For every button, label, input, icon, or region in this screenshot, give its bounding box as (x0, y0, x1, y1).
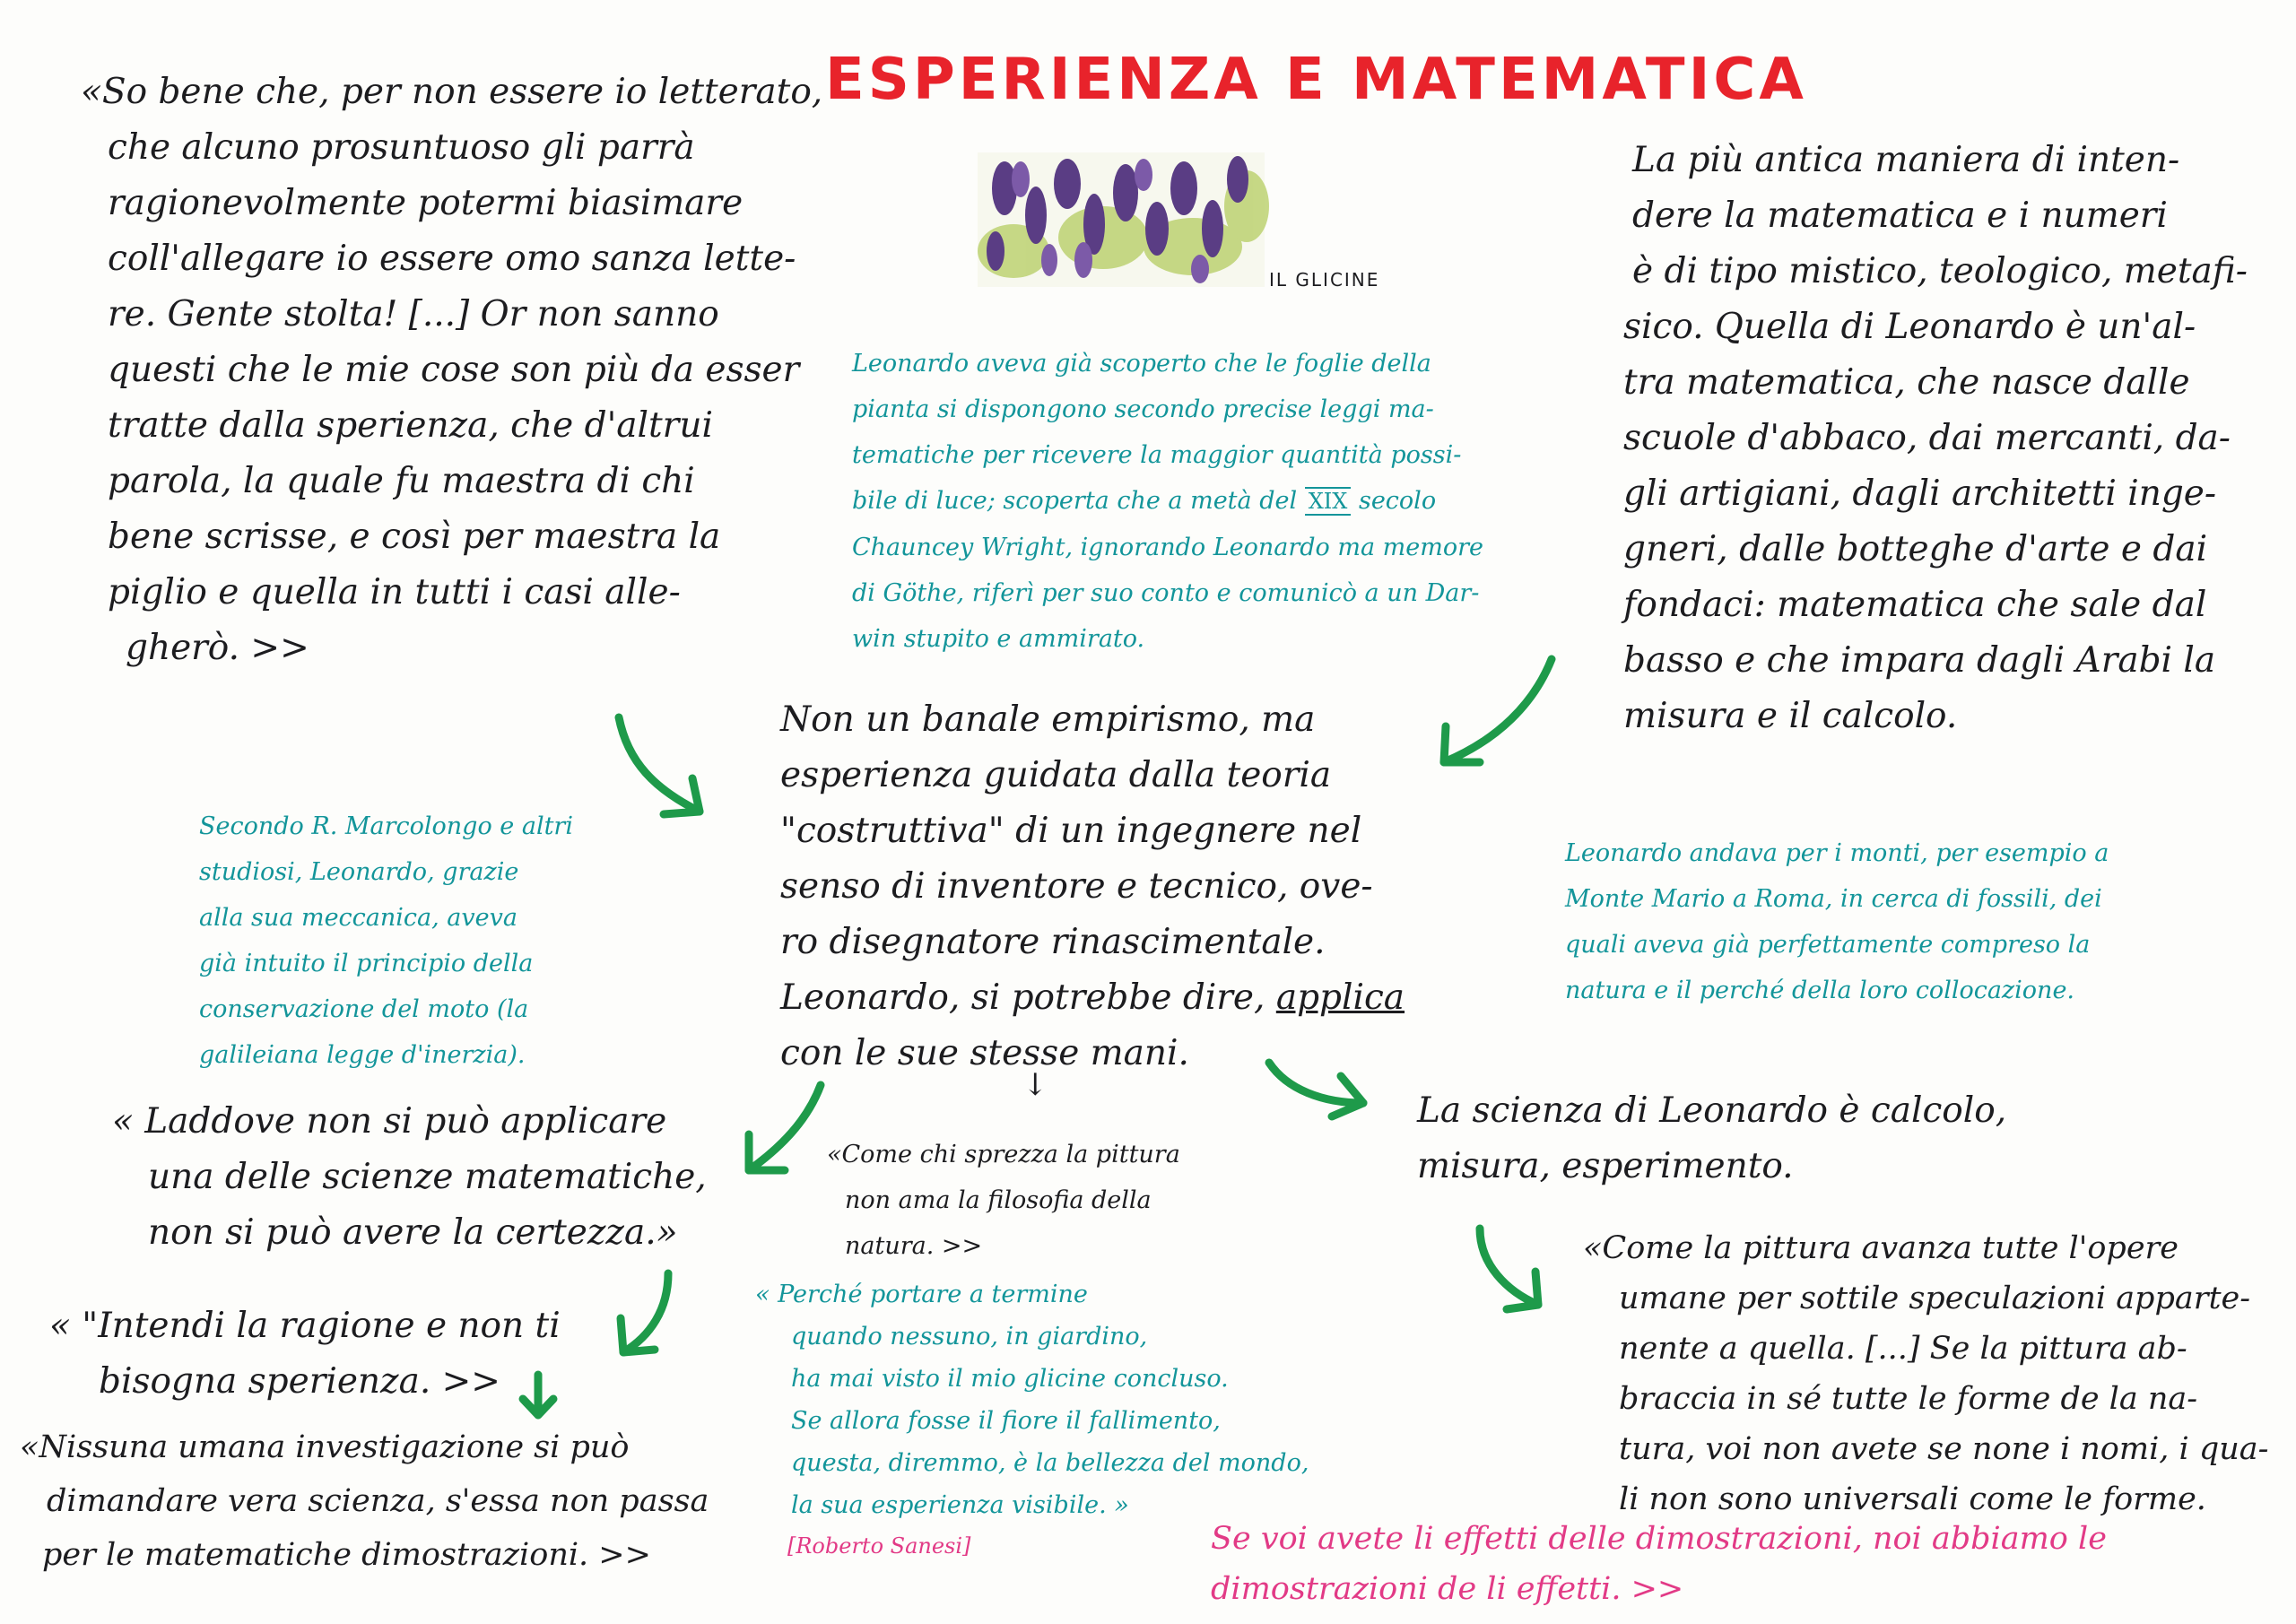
text-line: dere la matematica e i numeri (1632, 195, 2168, 236)
left-quote-investigation (20, 1420, 709, 1582)
arrow-icon (610, 708, 718, 825)
quote-line: «Come chi sprezza la pittura (827, 1141, 1180, 1168)
quote-line: li non sono universali come le forme. (1619, 1481, 2206, 1517)
note-line: conservazione del moto (la (199, 995, 529, 1023)
quote-line: «So bene che, per non essere io letterato, (81, 72, 823, 112)
note-line: studiosi, Leonardo, grazie (199, 858, 519, 886)
main-line: Non un banale empirismo, ma (780, 699, 1316, 740)
arrow-icon (1471, 1220, 1552, 1318)
arrow-icon (1260, 1054, 1377, 1125)
quote-line: ragionevolmente potermi biasimare (108, 183, 744, 223)
quote-line: umane per sottile speculazioni apparte- (1619, 1281, 2251, 1316)
page-title: ESPERIENZA E MATEMATICA (825, 47, 1807, 113)
text-line: misura, esperimento. (1417, 1146, 1794, 1186)
poem-author: [Roberto Sanesi] (787, 1533, 971, 1559)
century-word: secolo (1358, 487, 1437, 515)
poem-line: « Perché portare a termine (755, 1281, 1088, 1308)
text-line: La scienza di Leonardo è calcolo, (1417, 1090, 2007, 1131)
note-line: galileiana legge d'inerzia). (199, 1041, 526, 1069)
down-arrow-mark: ↓ (1022, 1067, 1048, 1103)
note-line: tematiche per ricevere la maggior quantità possi- (852, 441, 1462, 469)
quote-line: non si può avere la certezza.» (148, 1212, 678, 1253)
quote-line: «Nissuna umana investigazione si può (20, 1429, 630, 1465)
quote-line: dimostrazioni de li effetti. >> (1211, 1571, 1684, 1607)
quote-line: che alcuno prosuntuoso gli parrà (108, 127, 695, 168)
quote-line: bene scrisse, e così per maestra la (108, 517, 721, 557)
quote-line: « Laddove non si può applicare (112, 1101, 667, 1142)
quote-line: una delle scienze matematiche, (148, 1157, 707, 1197)
main-line: con le sue stesse mani. (780, 1033, 1189, 1073)
main-line-text: Leonardo, si potrebbe dire, (780, 977, 1265, 1018)
quote-line: per le matematiche dimostrazioni. >> (42, 1537, 651, 1573)
poem-line: quando nessuno, in giardino, (791, 1323, 1148, 1350)
note-line: pianta si dispongono secondo precise leggi ma- (852, 395, 1434, 423)
text-line: scuole d'abbaco, dai mercanti, da- (1623, 418, 2231, 458)
quote-line: «Come la pittura avanza tutte l'opere (1583, 1230, 2179, 1266)
note-line: di Göthe, riferì per suo conto e comunicò a un Dar- (852, 579, 1480, 607)
quote-line: « "Intendi la ragione e non ti (49, 1306, 561, 1346)
note-line (852, 478, 1483, 525)
quote-line: coll'allegare io essere omo sanza lette- (108, 239, 796, 279)
quote-line: gherò. >> (126, 628, 309, 668)
note-line: Secondo R. Marcolongo e altri (199, 812, 573, 840)
main-line: esperienza guidata dalla teoria (780, 755, 1332, 795)
quote-line: tura, voi non avete se none i nomi, i qua- (1619, 1431, 2269, 1467)
top-right-text (1623, 133, 2248, 744)
note-line: alla sua meccanica, aveva (199, 904, 517, 932)
science-statement (1417, 1083, 2006, 1194)
text-line: sico. Quella di Leonardo è un'al- (1623, 307, 2196, 347)
main-line: senso di inventore e tecnico, ove- (780, 866, 1373, 907)
bottom-pink-quote (1211, 1514, 2107, 1614)
top-left-quote (81, 65, 822, 676)
left-quote-reason (49, 1298, 561, 1410)
note-line-text: bile di luce; scoperta che a metà del (852, 487, 1298, 515)
text-line: fondaci: matematica che sale dal (1623, 585, 2207, 625)
main-line: "costruttiva" di un ingegnere nel (780, 811, 1362, 851)
poem-line: questa, diremmo, è la bellezza del mondo, (791, 1449, 1309, 1477)
text-line: La più antica maniera di inten- (1632, 140, 2180, 180)
underlined-word: applica (1275, 977, 1405, 1018)
text-line: è di tipo mistico, teologico, metafi- (1632, 251, 2248, 291)
note-line: natura e il perché della loro collocazione. (1565, 977, 2075, 1004)
main-line (780, 970, 1405, 1026)
quote-line: piglio e quella in tutti i casi alle- (108, 572, 681, 612)
text-line: basso e che impara dagli Arabi la (1623, 640, 2216, 681)
note-line: Chauncey Wright, ignorando Leonardo ma memore (852, 534, 1483, 561)
century-numeral: XIX (1305, 487, 1352, 516)
note-line: Leonardo aveva già scoperto che le foglie della (852, 350, 1431, 378)
quote-line: braccia in sé tutte le forme de la na- (1619, 1381, 2198, 1417)
quote-line: questi che le mie cose son più da esser (108, 350, 800, 390)
quote-line: nente a quella. [...] Se la pittura ab- (1619, 1331, 2187, 1367)
center-main-text (780, 692, 1405, 1081)
quote-line: bisogna sperienza. >> (99, 1361, 500, 1402)
quote-line: parola, la quale fu maestra di chi (108, 461, 695, 501)
arrow-icon (516, 1370, 561, 1424)
image-caption: IL GLICINE (1269, 269, 1380, 291)
quote-line: tratte dalla sperienza, che d'altrui (108, 405, 713, 446)
text-line: misura e il calcolo. (1623, 696, 1958, 736)
arrow-icon (1426, 650, 1561, 776)
wisteria-note (852, 341, 1483, 662)
poem-line: la sua esperienza visibile. » (791, 1491, 1129, 1519)
quote-line: natura. >> (845, 1232, 983, 1260)
left-teal-note (199, 803, 573, 1078)
quote-line: dimandare vera scienza, s'essa non passa (47, 1483, 709, 1519)
quote-line: non ama la filosofia della (845, 1186, 1152, 1214)
text-line: gli artigiani, dagli architetti inge- (1623, 473, 2217, 514)
text-line: tra matematica, che nasce dalle (1623, 362, 2190, 403)
left-quote-certainty (112, 1094, 707, 1261)
note-line: Monte Mario a Roma, in cerca di fossili, dei (1565, 885, 2102, 913)
right-teal-note (1565, 830, 2109, 1013)
quote-line: Se voi avete li effetti delle dimostrazioni, noi abbiamo le (1211, 1521, 2107, 1557)
text-line: gneri, dalle botteghe d'arte e dai (1623, 529, 2208, 569)
poem-line: Se allora fosse il fiore il fallimento, (791, 1407, 1221, 1435)
poem-line: ha mai visto il mio glicine concluso. (791, 1365, 1229, 1393)
wisteria-poem (755, 1273, 1309, 1526)
note-line: quali aveva già perfettamente compreso la (1565, 931, 2091, 959)
main-line: ro disegnatore rinascimentale. (780, 922, 1326, 962)
note-line: win stupito e ammirato. (852, 625, 1145, 653)
arrow-icon (735, 1076, 834, 1184)
note-line: Leonardo andava per i monti, per esempio a (1565, 839, 2109, 867)
center-quote-painting (827, 1132, 1180, 1269)
wisteria-illustration (978, 152, 1265, 287)
note-line: già intuito il principio della (199, 950, 534, 977)
right-quote-forms (1583, 1223, 2268, 1524)
arrow-icon (610, 1264, 682, 1363)
quote-line: re. Gente stolta! [...] Or non sanno (108, 294, 719, 334)
